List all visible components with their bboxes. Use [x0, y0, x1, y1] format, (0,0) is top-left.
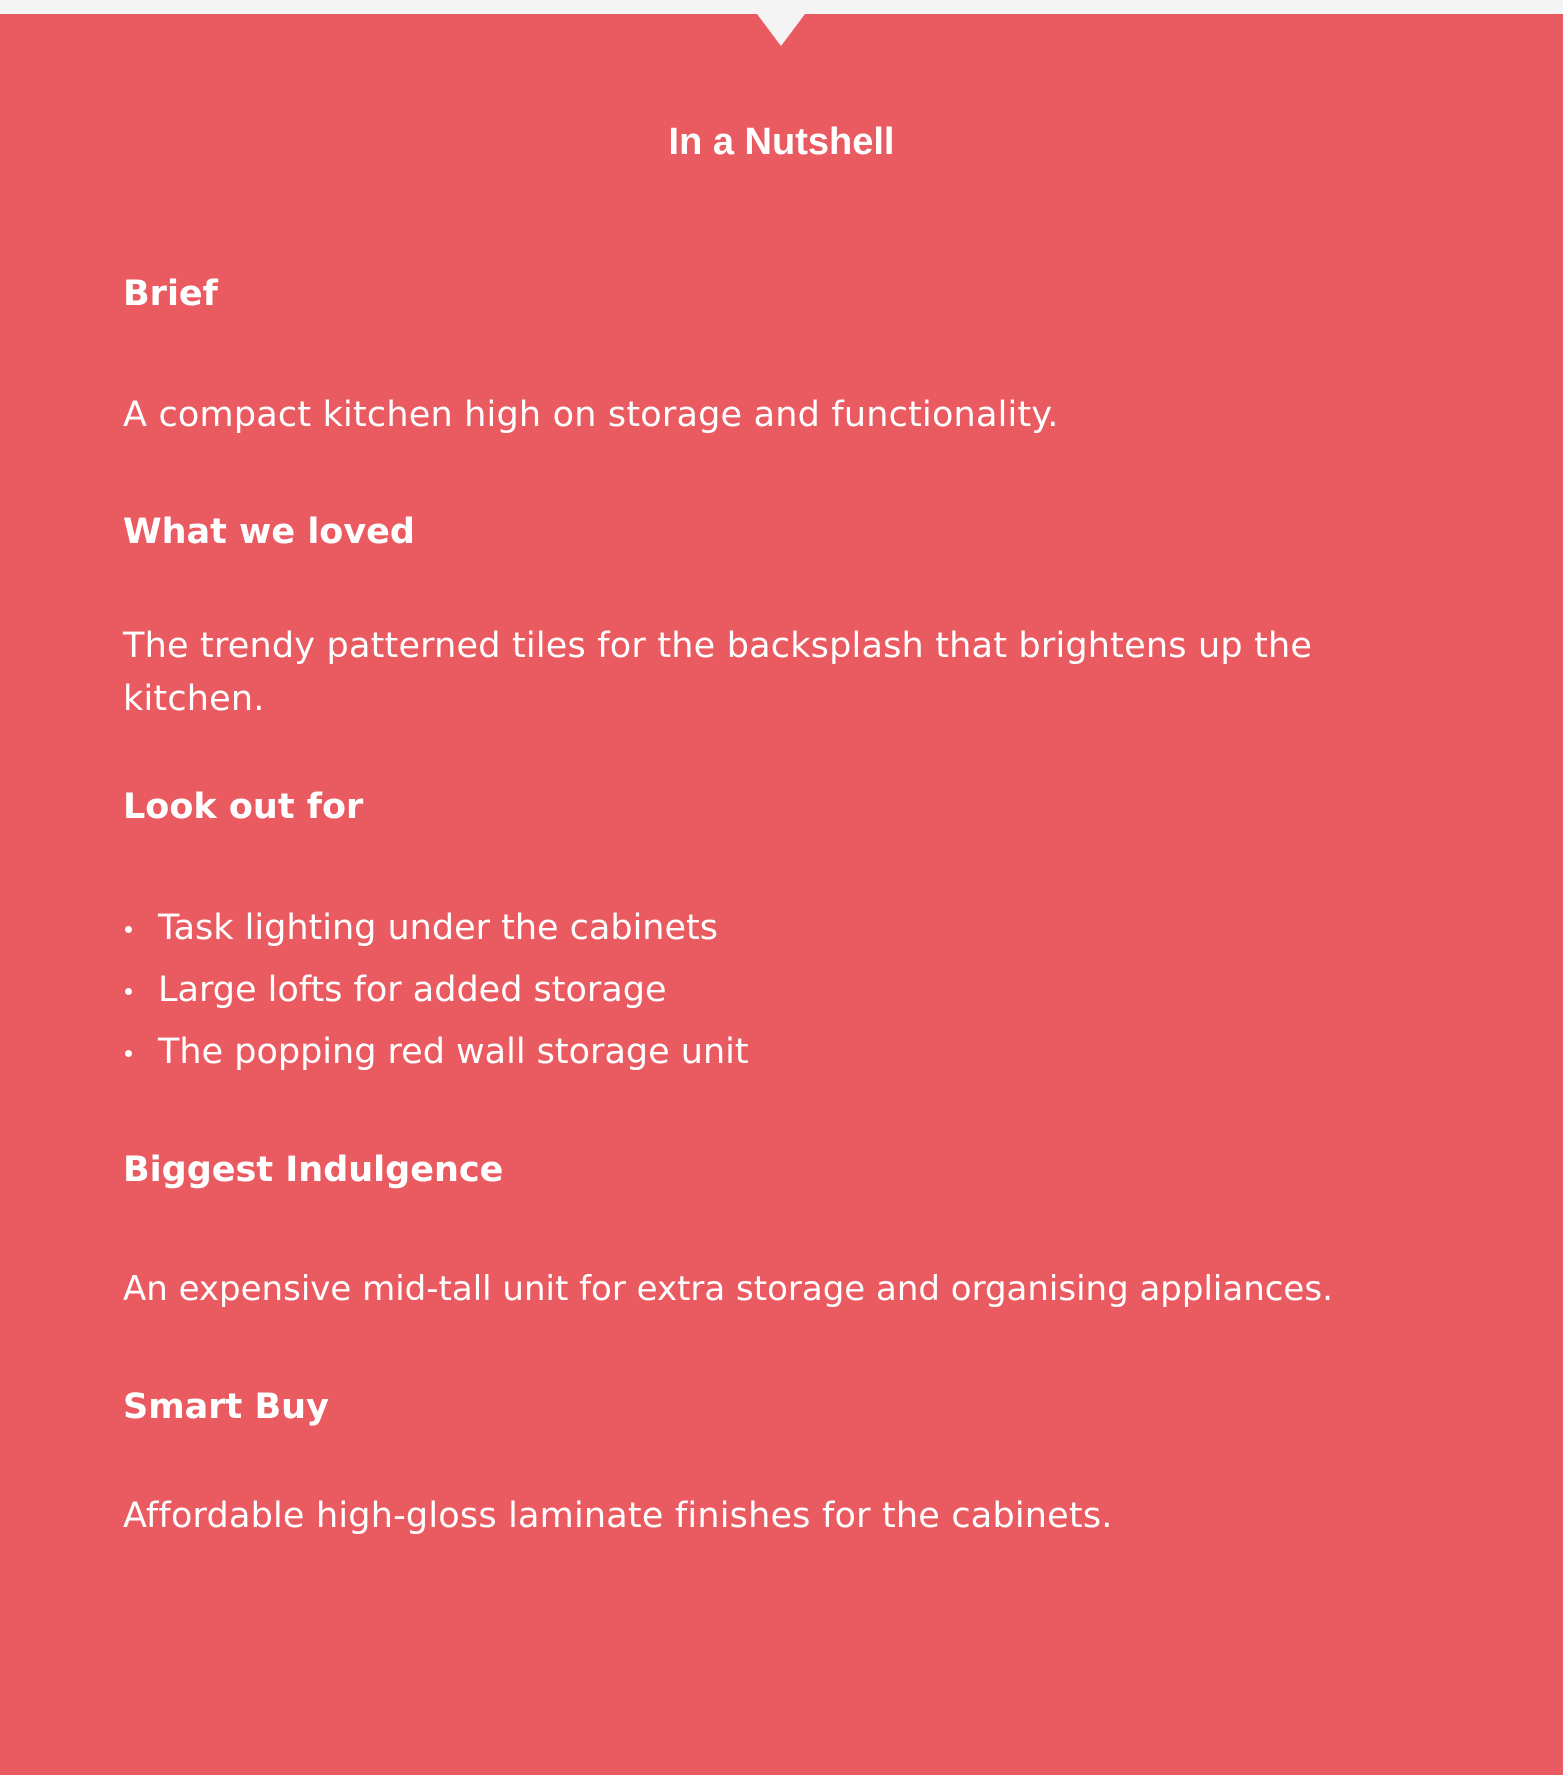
- brief-text: A compact kitchen high on storage and functionality.: [123, 395, 1059, 435]
- loved-heading: What we loved: [123, 512, 415, 552]
- list-item: [123, 959, 749, 1021]
- top-bar: [0, 0, 1563, 14]
- list-item-text: Large lofts for added storage: [158, 970, 667, 1010]
- look-out-list: [123, 897, 749, 1083]
- smart-buy-text: Affordable high-gloss laminate finishes for the cabinets.: [123, 1496, 1113, 1536]
- pointer-notch: [757, 14, 805, 46]
- bullet-icon: [125, 1050, 132, 1057]
- list-item: [123, 1021, 749, 1083]
- list-item-text: The popping red wall storage unit: [158, 1032, 749, 1072]
- indulgence-text: An expensive mid-tall unit for extra storage and organising appliances.: [123, 1269, 1333, 1309]
- card-title: In a Nutshell: [668, 121, 895, 163]
- brief-heading: Brief: [123, 274, 218, 314]
- bullet-icon: [125, 988, 132, 995]
- list-item: [123, 897, 749, 959]
- smart-buy-heading: Smart Buy: [123, 1387, 329, 1427]
- look-out-heading: Look out for: [123, 787, 364, 827]
- list-item-text: Task lighting under the cabinets: [158, 908, 718, 948]
- indulgence-heading: Biggest Indulgence: [123, 1150, 504, 1190]
- loved-text: The trendy patterned tiles for the backsplash that brightens up the kitchen.: [123, 626, 1313, 719]
- bullet-icon: [125, 926, 132, 933]
